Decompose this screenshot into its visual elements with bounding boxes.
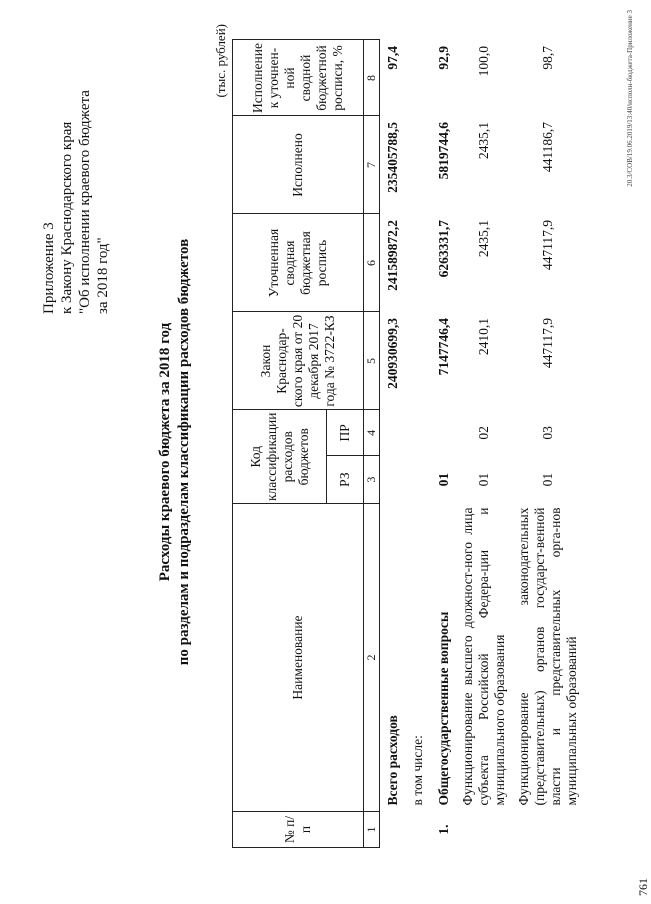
row-plan: 2435,1: [476, 220, 491, 258]
row-name: Общегосударственные вопросы: [436, 611, 451, 806]
column-number: 6: [364, 214, 380, 312]
row-percent: 100,0: [476, 46, 491, 77]
column-numbers-row: [364, 40, 380, 848]
row-number: [512, 812, 584, 848]
header-pr: ПР: [327, 410, 364, 456]
expenses-table: [232, 40, 584, 849]
total-plan: 241589872,2: [380, 214, 405, 312]
column-number: 4: [364, 410, 380, 456]
row-plan: 6263331,7: [436, 220, 451, 278]
header-code-group: Код классификации расходов бюджетов: [233, 410, 327, 504]
row-pr: 03: [540, 426, 555, 440]
header-rz: РЗ: [327, 456, 364, 504]
row-number: [456, 812, 512, 848]
row-executed: 5819744,6: [436, 122, 451, 180]
appendix-line: к Закону Краснодарского края: [59, 121, 75, 314]
row-rz: 01: [540, 472, 555, 487]
total-row: [380, 40, 405, 848]
header-executed: Исполнено: [233, 116, 364, 214]
unit-label: (тыс. рублей): [213, 24, 228, 98]
total-percent: 97,4: [380, 40, 405, 116]
row-rz: 01: [436, 472, 451, 487]
row-executed: 441186,7: [540, 122, 555, 173]
header-law: Закон Краснодар-ского края от 20 декабря 2017 года № 3722-КЗ: [233, 312, 364, 410]
column-number: 7: [364, 116, 380, 214]
total-label: Всего расходов: [380, 504, 405, 812]
row-rz: 01: [476, 472, 491, 487]
column-number: 3: [364, 456, 380, 504]
total-law: 240930699,3: [380, 312, 405, 410]
table-row: [456, 40, 512, 848]
row-number: 1.: [436, 824, 451, 835]
footer-reference: 20.3/СОВ/19.06.2019/13:40/исполн-бюджета-Приложение 3: [626, 10, 634, 187]
row-pr: 02: [476, 426, 491, 440]
row-law: 447117,9: [540, 318, 555, 369]
header-no: № п/п: [233, 812, 364, 848]
total-executed: 235405788,5: [380, 116, 405, 214]
header-plan: Уточненная сводная бюджетная роспись: [233, 214, 364, 312]
including-label: в том числе:: [410, 735, 425, 806]
table-row: [512, 40, 584, 848]
column-number: 1: [364, 812, 380, 848]
row-executed: 2435,1: [476, 122, 491, 160]
row-percent: 92,9: [436, 46, 451, 70]
page-number: 761: [636, 878, 650, 896]
header-percent: Исполнение к уточнен-ной сводной бюджетной росписи, %: [233, 40, 364, 116]
row-percent: 98,7: [540, 46, 555, 70]
row-plan: 447117,9: [540, 220, 555, 271]
row-name: Функционирование законодательных (представительных) органов государст-венной власти и представительных орга-нов муниципальных образований: [516, 507, 579, 806]
appendix-line: Приложение 3: [41, 222, 57, 314]
appendix-line: за 2018 год": [95, 237, 111, 314]
row-pr: [432, 410, 456, 456]
column-number: 8: [364, 40, 380, 116]
table-row: [432, 40, 456, 848]
document-title: Расходы краевого бюджета за 2018 год: [157, 322, 173, 582]
document-subtitle: по разделам и подразделам классификации расходов бюджетов: [176, 238, 192, 666]
row-name: Функционирование высшего должност-ного лица субъекта Российской Федера-ции и муниципального образования: [460, 507, 507, 806]
including-row: [404, 40, 432, 848]
row-law: 7147746,4: [436, 318, 451, 376]
row-law: 2410,1: [476, 318, 491, 356]
column-number: 5: [364, 312, 380, 410]
column-number: 2: [364, 504, 380, 812]
header-name: Наименование: [233, 504, 364, 812]
appendix-note: [40, 84, 112, 314]
appendix-line: "Об исполнении краевого бюджета: [77, 90, 93, 314]
